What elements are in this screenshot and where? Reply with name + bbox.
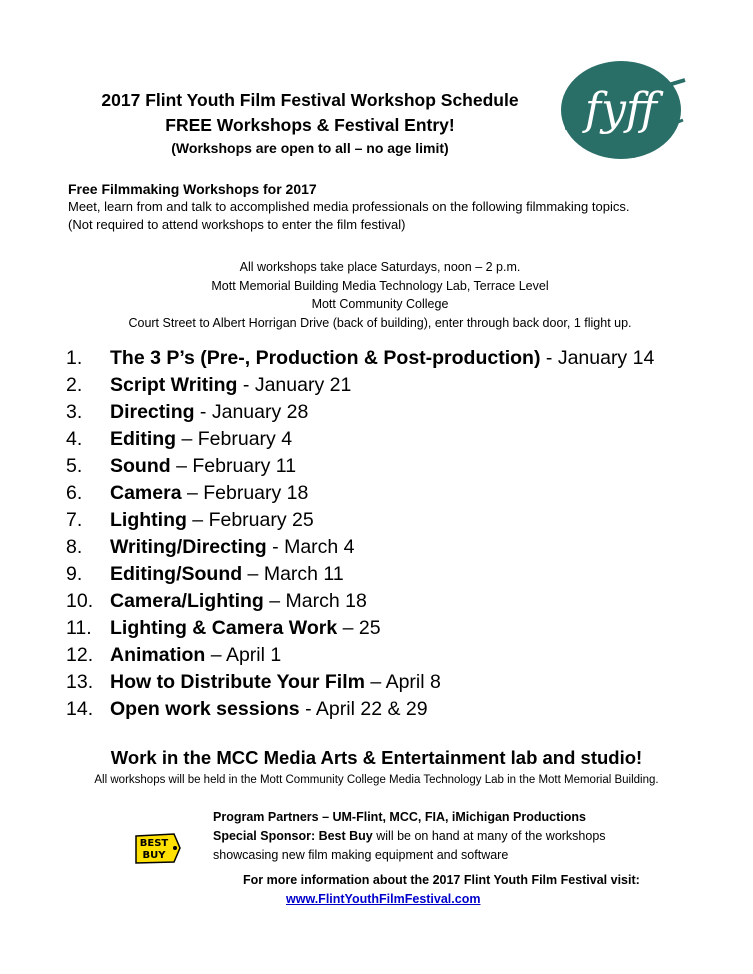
list-item [66,345,726,372]
logo-text: fyff [584,84,658,135]
item-topic: Open work sessions [110,698,300,720]
item-date: March 18 [285,590,367,612]
item-topic: The 3 P’s (Pre-, Production & Post-production) [110,347,541,369]
special-sponsor-text: will be on hand at many of the workshops [372,829,606,843]
item-date: February 18 [203,482,309,504]
page-header [0,88,620,158]
list-item [66,399,726,426]
item-number: 7. [66,509,83,531]
list-item [66,561,726,588]
list-item [66,453,726,480]
item-topic: Directing [110,401,195,423]
item-separator: - [194,401,212,423]
special-sponsor [213,827,683,846]
item-number: 12. [66,644,94,666]
best-buy-logo-icon [134,833,182,864]
item-topic: How to Distribute Your Film [110,671,365,693]
item-topic: Sound [110,455,171,477]
logo-word-best: BEST [139,838,169,849]
item-number: 1. [66,347,83,369]
item-separator: – [186,509,209,531]
detail-college: Mott Community College [311,297,449,311]
item-topic: Animation [110,644,206,666]
item-date: January 14 [557,347,655,369]
item-number: 14. [66,698,94,720]
detail-room: Mott Memorial Building Media Technology Lab, Terrace Level [211,278,549,293]
more-info-text: For more information about the 2017 Flint Youth Film Festival visit: [243,873,640,887]
item-date: March 4 [284,536,355,558]
item-topic: Editing [110,428,177,450]
intro-line: Meet, learn from and talk to accomplished media professionals on the following filmmaking topics. [68,199,630,214]
item-topic: Lighting [110,509,187,531]
special-sponsor-label: Special Sponsor: Best Buy [213,829,373,843]
item-topic: Camera/Lighting [110,590,264,612]
item-separator: – [170,455,193,477]
item-number: 2. [66,374,83,396]
item-topic: Lighting & Camera Work [110,617,338,639]
item-separator: – [176,428,198,450]
item-separator: - [540,347,558,369]
item-date: April 22 & 29 [315,698,428,720]
item-date: March 11 [263,563,344,585]
list-item [66,588,726,615]
item-separator: – [242,563,264,585]
item-number: 13. [66,671,94,693]
list-item [66,615,726,642]
list-item [66,480,726,507]
festival-website-link[interactable]: www.FlintYouthFilmFestival.com [286,892,481,906]
list-item [66,696,726,723]
intro-title: Free Filmmaking Workshops for 2017 [68,181,317,197]
item-number: 6. [66,482,83,504]
item-separator: – [205,644,226,666]
item-separator: - [266,536,285,558]
item-number: 8. [66,536,83,558]
item-separator: - [237,374,255,396]
item-number: 10. [66,590,94,612]
list-item [66,642,726,669]
detail-directions: Court Street to Albert Horrigan Drive (back of building), enter through back door, 1 flight up. [128,315,632,330]
item-date: April 1 [225,644,282,666]
page-title: 2017 Flint Youth Film Festival Workshop Schedule [101,90,519,110]
item-date: February 11 [192,455,297,477]
item-topic: Editing/Sound [110,563,243,585]
item-number: 3. [66,401,83,423]
lab-banner: Work in the MCC Media Arts & Entertainment lab and studio! [110,747,643,768]
item-topic: Camera [110,482,182,504]
intro-note: (Not required to attend workshops to enter the film festival) [68,217,406,232]
intro-section [68,180,708,234]
item-date: February 25 [208,509,314,531]
sponsor-section [213,808,683,865]
item-separator: – [337,617,359,639]
item-number: 4. [66,428,83,450]
item-date: 25 [358,617,381,639]
logo-word-buy: BUY [142,850,166,861]
item-separator: – [364,671,386,693]
program-partners: Program Partners – UM-Flint, MCC, FIA, iMichigan Productions [213,810,586,824]
item-topic: Script Writing [110,374,238,396]
lab-location-note: All workshops will be held in the Mott Community College Media Technology Lab in the Mott Memorial Building. [94,774,659,786]
item-separator: – [263,590,286,612]
page-subtitle: FREE Workshops & Festival Entry! [165,115,455,135]
location-details [60,258,700,332]
special-sponsor-text-2: showcasing new film making equipment and software [213,848,509,862]
item-date: February 4 [197,428,293,450]
item-number: 11. [66,617,92,639]
list-item [66,426,726,453]
list-item [66,372,726,399]
more-info [243,871,723,909]
item-separator: – [181,482,204,504]
item-separator: - [299,698,316,720]
list-item [66,534,726,561]
item-date: January 21 [254,374,352,396]
item-topic: Writing/Directing [110,536,267,558]
fyff-logo-icon [555,58,690,163]
item-number: 9. [66,563,83,585]
detail-time: All workshops take place Saturdays, noon – 2 p.m. [239,260,521,274]
workshop-schedule [66,345,726,723]
list-item [66,507,726,534]
item-date: January 28 [211,401,309,423]
age-note: (Workshops are open to all – no age limit) [171,140,449,156]
item-number: 5. [66,455,83,477]
list-item [66,669,726,696]
item-date: April 8 [385,671,441,693]
